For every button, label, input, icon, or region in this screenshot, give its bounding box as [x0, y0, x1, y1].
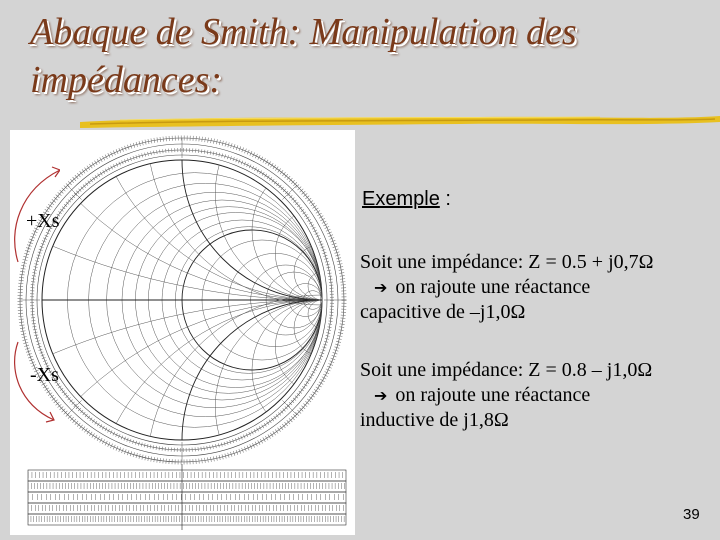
right-arrow-icon: ➔	[374, 386, 388, 405]
example-2-line-1: Soit une impédance: Z = 0.8 – j1,0Ω	[360, 359, 653, 381]
smith-chart-svg	[10, 130, 355, 535]
example-1-line-1: Soit une impédance: Z = 0.5 + j0,7Ω	[360, 251, 654, 273]
example-2-line-3: inductive de j1,8Ω	[360, 409, 509, 431]
page-number: 39	[683, 506, 700, 523]
example-colon: :	[439, 188, 451, 210]
example-2	[360, 358, 652, 433]
title-line-1: Abaque de Smith: Manipulation des	[30, 11, 577, 53]
example-1-line-3: capacitive de –j1,0Ω	[360, 301, 526, 323]
minus-xs-label: -Xs	[30, 364, 59, 386]
example-heading	[362, 188, 451, 211]
right-arrow-icon: ➔	[374, 278, 388, 297]
example-label: Exemple	[362, 188, 440, 210]
smith-chart-image	[10, 130, 355, 535]
example-1	[360, 250, 654, 325]
example-2-line-2-text: on rajoute une réactance	[395, 384, 591, 406]
title-underline-brush	[80, 108, 720, 130]
example-1-line-2-text: on rajoute une réactance	[395, 276, 591, 298]
reactance-arrows	[0, 150, 60, 430]
example-1-line-2	[360, 275, 654, 300]
slide-title	[30, 8, 690, 104]
title-line-2: impédances:	[30, 59, 223, 101]
plus-xs-label: +Xs	[26, 210, 60, 232]
example-2-line-2	[360, 383, 652, 408]
